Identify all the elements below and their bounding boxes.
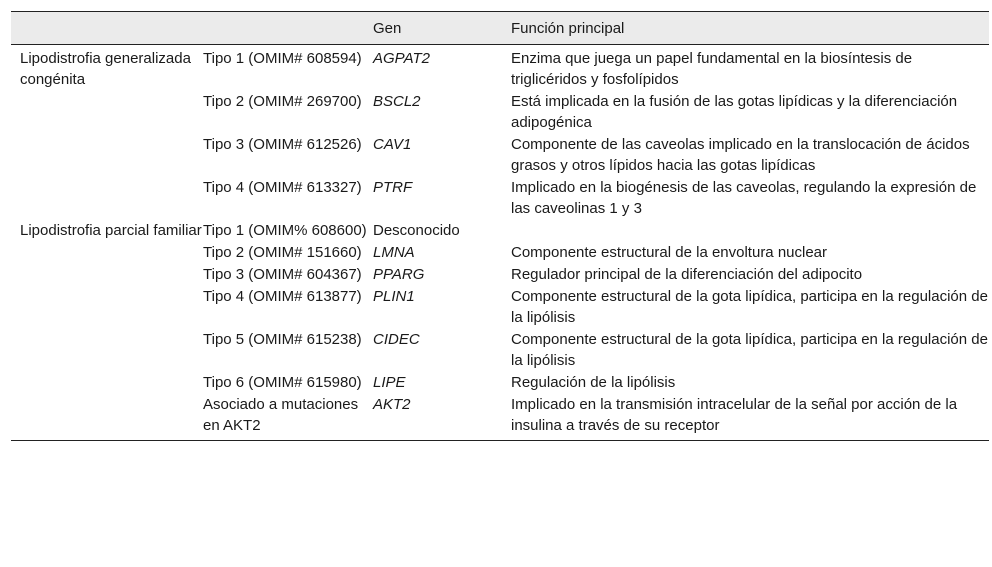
table-row [11, 286, 989, 329]
cell-type: Tipo 1 (OMIM# 608594) [203, 50, 362, 67]
cell-type: Tipo 2 (OMIM# 151660) [203, 244, 362, 261]
cell-gene: Desconocido [373, 222, 460, 239]
cell-gene: LMNA [373, 244, 415, 261]
cell-gene: AGPAT2 [373, 50, 430, 67]
cell-group [11, 91, 203, 134]
cell-function: Componente de las caveolas implicado en la translocación de ácidos grasos y otros lípidos hacia las gotas lipídicas [511, 136, 970, 174]
cell-function: Regulador principal de la diferenciación del adipocito [511, 266, 863, 283]
cell-gene: AKT2 [373, 394, 511, 441]
cell-type: Asociado a mutaciones en AKT2 [203, 394, 373, 441]
lipodystrophy-table [11, 11, 989, 441]
cell-group: Lipodistrofia parcial familiar [20, 222, 202, 239]
table-body [11, 45, 989, 441]
table-row [11, 220, 989, 242]
cell-group [11, 394, 203, 441]
cell-group [11, 372, 203, 394]
table-row [11, 134, 989, 177]
cell-function [511, 220, 989, 242]
cell-gene: PTRF [373, 179, 413, 196]
cell-type: Tipo 3 (OMIM# 604367) [203, 266, 362, 283]
header-gene: Gen [373, 12, 511, 45]
cell-group [11, 286, 203, 329]
table-row [11, 394, 989, 441]
cell-group [11, 329, 203, 372]
cell-function: Componente estructural de la gota lipídica, participa en la regulación de la lipólisis [511, 331, 988, 369]
cell-function: Componente estructural de la envoltura nuclear [511, 244, 828, 261]
cell-type: Tipo 6 (OMIM# 615980) [203, 374, 362, 391]
cell-type: Tipo 1 (OMIM% 608600) [203, 222, 367, 239]
cell-gene: PLIN1 [373, 288, 415, 305]
cell-group [11, 242, 203, 264]
cell-function: Regulación de la lipólisis [511, 374, 676, 391]
cell-function: Está implicada en la fusión de las gotas lipídicas y la diferenciación adipogénica [511, 93, 958, 131]
header-function: Función principal [511, 12, 989, 45]
cell-type: Tipo 2 (OMIM# 269700) [203, 93, 362, 110]
cell-group: Lipodistrofia generalizada congénita [20, 50, 191, 88]
cell-gene: LIPE [373, 374, 406, 391]
cell-function: Componente estructural de la gota lipídica, participa en la regulación de la lipólisis [511, 288, 988, 326]
table-row [11, 264, 989, 286]
cell-type: Tipo 4 (OMIM# 613877) [203, 288, 362, 305]
header-row [11, 12, 989, 45]
cell-group [11, 264, 203, 286]
cell-function: Implicado en la transmisión intracelular de la señal por acción de la insulina a través de su receptor [511, 394, 989, 441]
cell-function: Implicado en la biogénesis de las caveolas, regulando la expresión de las caveolinas 1 y 3 [511, 179, 977, 217]
cell-gene: PPARG [373, 266, 425, 283]
header-type [203, 12, 373, 45]
lipodystrophy-table-container [11, 11, 988, 441]
header-group [11, 12, 203, 45]
table-row [11, 45, 989, 92]
table-row [11, 91, 989, 134]
table-row [11, 177, 989, 220]
cell-type: Tipo 5 (OMIM# 615238) [203, 331, 362, 348]
table-row [11, 329, 989, 372]
cell-type: Tipo 3 (OMIM# 612526) [203, 136, 362, 153]
cell-type: Tipo 4 (OMIM# 613327) [203, 179, 362, 196]
table-row [11, 372, 989, 394]
cell-group [11, 134, 203, 177]
cell-gene: BSCL2 [373, 93, 421, 110]
table-header [11, 12, 989, 45]
cell-gene: CAV1 [373, 136, 412, 153]
cell-gene: CIDEC [373, 331, 420, 348]
table-row [11, 242, 989, 264]
cell-group [11, 177, 203, 220]
cell-function: Enzima que juega un papel fundamental en la biosíntesis de triglicéridos y fosfolípidos [511, 50, 913, 88]
